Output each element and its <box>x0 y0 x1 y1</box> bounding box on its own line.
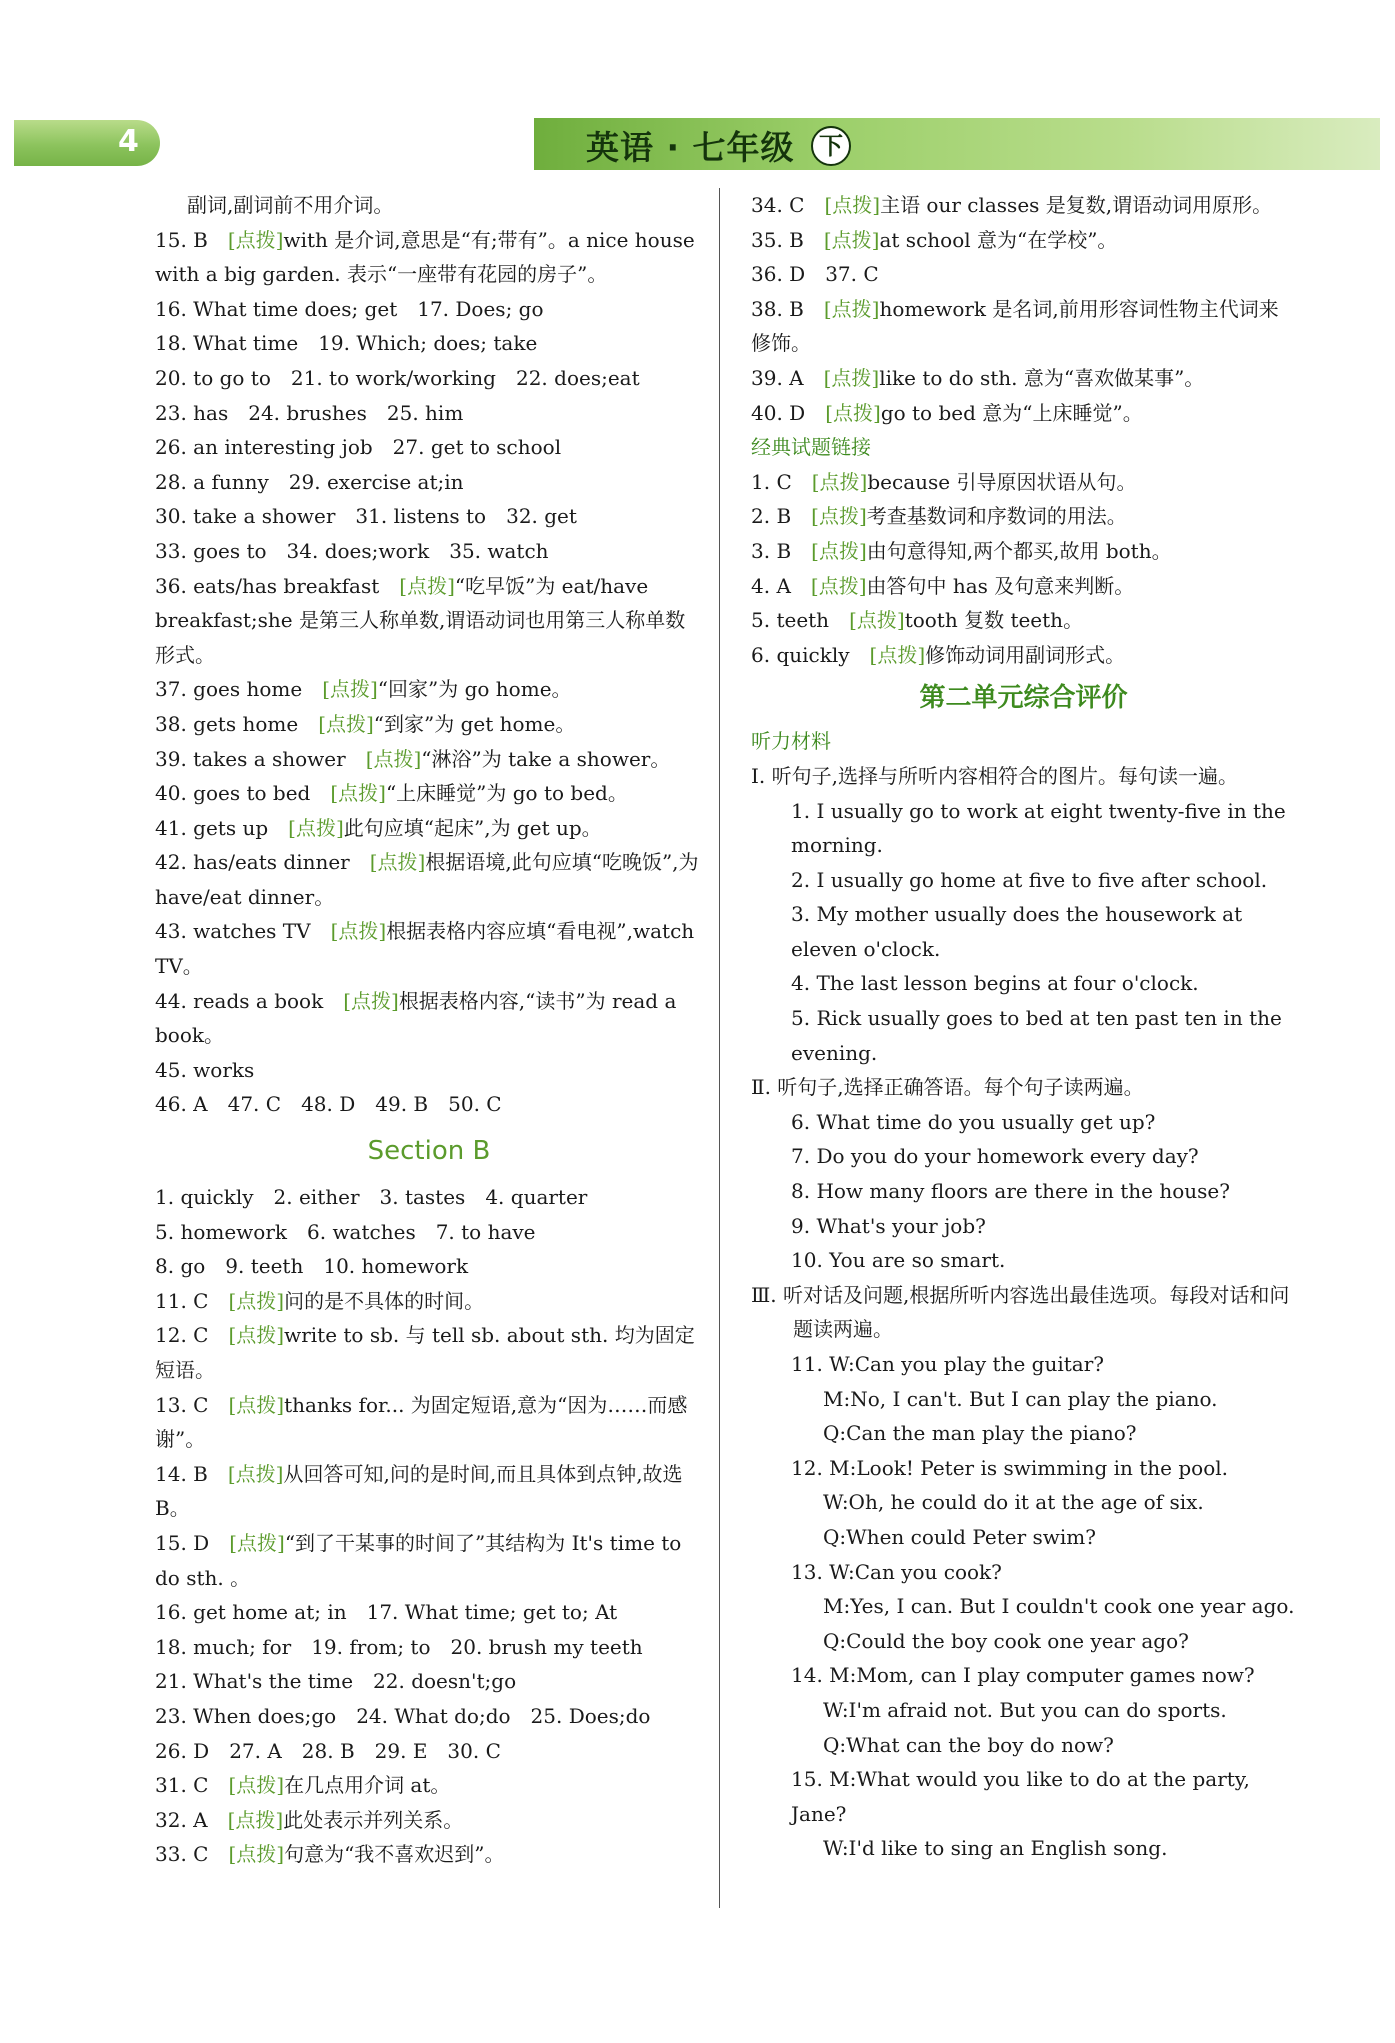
answer-text: 8. go 9. teeth 10. homework <box>155 1254 469 1279</box>
dialogue-line: W:I'm afraid not. But you can do sports. <box>823 1697 1227 1722</box>
answer-text: 5. homework 6. watches 7. to have <box>155 1219 536 1244</box>
answer-item <box>155 1837 703 1872</box>
answer-text: 根据表格内容,“读书”为 read a book。 <box>155 988 677 1048</box>
answer-text: 33. goes to 34. does;work 35. watch <box>155 538 549 563</box>
answer-text: 20. to go to 21. to work/working 22. does;eat <box>155 365 640 390</box>
answer-text: 26. D 27. A 28. B 29. E 30. C <box>155 1738 501 1763</box>
dialogue-line: Q:When could Peter swim? <box>823 1524 1096 1549</box>
listening-part-heading: Ⅰ. 听句子,选择与所听内容相符合的图片。每句读一遍。 <box>751 763 1238 788</box>
listening-item: 9. What's your job? <box>791 1213 986 1238</box>
answer-item <box>155 1699 703 1734</box>
answer-text: 在几点用介词 at。 <box>284 1773 451 1798</box>
answer-text: 26. an interesting job 27. get to school <box>155 435 562 460</box>
answer-item <box>155 1595 703 1630</box>
answer-item <box>751 638 1296 673</box>
answer-item <box>155 396 703 431</box>
answer-text: 此句应填“起床”,为 get up。 <box>343 815 602 840</box>
answer-item <box>155 1180 703 1215</box>
answer-text: 46. A 47. C 48. D 49. B 50. C <box>155 1092 502 1117</box>
hint-tag: [点拨] <box>227 1461 284 1486</box>
dialogue-line: Q:Could the boy cook one year ago? <box>823 1628 1189 1653</box>
answer-text: at school 意为“在学校”。 <box>879 227 1118 252</box>
dialogue-line: M:No, I can't. But I can play the piano. <box>823 1386 1218 1411</box>
answer-item <box>155 1526 703 1595</box>
right-column <box>751 188 1296 1866</box>
answer-item <box>155 914 703 983</box>
answer-number: 13. C <box>155 1392 209 1417</box>
answer-item <box>155 742 703 777</box>
hint-tag: [点拨] <box>869 642 926 667</box>
answer-item <box>155 534 703 569</box>
answer-item <box>155 292 703 327</box>
answer-item <box>155 1768 703 1803</box>
answer-item <box>155 1053 703 1088</box>
answer-number: 37. goes home <box>155 677 303 702</box>
answer-text: 1. quickly 2. either 3. tastes 4. quarter <box>155 1185 588 1210</box>
answer-text: 28. a funny 29. exercise at;in <box>155 469 464 494</box>
answer-text: 23. When does;go 24. What do;do 25. Does;do <box>155 1703 651 1728</box>
answer-text: 23. has 24. brushes 25. him <box>155 400 464 425</box>
hint-tag: [点拨] <box>811 538 867 563</box>
answer-number: 40. D <box>751 400 806 425</box>
answer-text: “到家”为 get home。 <box>373 711 576 736</box>
answer-item <box>751 361 1296 396</box>
hint-tag: [点拨] <box>330 919 387 944</box>
listening-item: 2. I usually go home at five to five after school. <box>791 867 1268 892</box>
answer-number: 1. C <box>751 469 792 494</box>
answer-item <box>155 326 703 361</box>
answer-number: 4. A <box>751 573 791 598</box>
answer-text: 考查基数词和序数词的用法。 <box>866 504 1127 529</box>
hint-tag: [点拨] <box>228 1773 285 1798</box>
hint-tag: [点拨] <box>228 1392 285 1417</box>
answer-number: 35. B <box>751 227 804 252</box>
listening-item: 7. Do you do your homework every day? <box>791 1144 1199 1169</box>
answer-number: 11. C <box>155 1288 209 1313</box>
left-column <box>155 188 703 1872</box>
listening-item: 13. W:Can you cook? <box>791 1559 1002 1584</box>
answer-text: homework 是名词,前用形容词性物主代词来修饰。 <box>751 296 1279 356</box>
answer-text: 由答句中 has 及句意来判断。 <box>866 573 1135 598</box>
answer-item <box>751 223 1296 258</box>
answer-item <box>751 465 1296 500</box>
answer-item <box>155 1388 703 1457</box>
hint-tag: [点拨] <box>823 296 880 321</box>
listening-item: 4. The last lesson begins at four o'clock. <box>791 971 1199 996</box>
answer-number: 41. gets up <box>155 815 269 840</box>
answer-item <box>155 499 703 534</box>
answer-text: “到了干某事的时间了”其结构为 It's time to do sth. 。 <box>155 1530 682 1590</box>
listening-item: 10. You are so smart. <box>791 1248 1006 1273</box>
volume-badge: 下 <box>811 126 851 166</box>
answer-text: 副词,副词前不用介词。 <box>187 193 394 217</box>
answer-item <box>155 1249 703 1284</box>
hint-tag: [点拨] <box>322 677 378 702</box>
answer-text: with 是介词,意思是“有;带有”。a nice house with a big garden. 表示“一座带有花园的房子”。 <box>155 227 695 287</box>
answer-text: 根据表格内容应填“看电视”,watch TV。 <box>155 919 695 979</box>
answer-item <box>155 569 703 673</box>
answer-number: 14. B <box>155 1461 208 1486</box>
answer-text: 21. What's the time 22. doesn't;go <box>155 1669 517 1694</box>
answer-item <box>155 1087 703 1122</box>
answer-text: 从回答可知,问的是时间,而且具体到点钟,故选 B。 <box>155 1461 683 1521</box>
listening-part-heading: Ⅱ. 听句子,选择正确答语。每个句子读两遍。 <box>751 1075 1144 1100</box>
answer-text: 45. works <box>155 1057 255 1082</box>
answer-text: 根据语境,此句应填“吃晚饭”,为 have/eat dinner。 <box>155 850 699 909</box>
hint-tag: [点拨] <box>365 746 422 771</box>
answer-item <box>155 430 703 465</box>
answer-item <box>155 1734 703 1769</box>
answer-item <box>155 672 703 707</box>
answer-number: 31. C <box>155 1773 209 1798</box>
answer-item <box>155 1630 703 1665</box>
answer-text: 此处表示并列关系。 <box>283 1807 464 1832</box>
answer-item <box>155 1664 703 1699</box>
answer-text: 18. much; for 19. from; to 20. brush my teeth <box>155 1634 643 1659</box>
answer-number: 44. reads a book <box>155 988 324 1013</box>
answer-item <box>155 188 703 223</box>
answer-number: 32. A <box>155 1807 208 1832</box>
answer-item <box>155 361 703 396</box>
answer-text: 16. get home at; in 17. What time; get to; At <box>155 1600 618 1625</box>
answer-text: thanks for... 为固定短语,意为“因为……而感谢”。 <box>155 1392 688 1452</box>
answer-item <box>155 1215 703 1250</box>
hint-tag: [点拨] <box>811 504 867 529</box>
answer-number: 6. quickly <box>751 642 850 667</box>
answer-number: 15. D <box>155 1530 210 1555</box>
answer-number: 39. A <box>751 365 804 390</box>
hint-tag: [点拨] <box>811 469 868 494</box>
hint-tag: [点拨] <box>288 815 344 840</box>
answer-item <box>155 465 703 500</box>
answer-item <box>155 707 703 742</box>
column-divider <box>719 188 720 1908</box>
hint-tag: [点拨] <box>399 573 455 598</box>
answer-text: 问的是不具体的时间。 <box>284 1288 485 1313</box>
answer-text: “淋浴”为 take a shower。 <box>421 746 671 771</box>
answer-text: 16. What time does; get 17. Does; go <box>155 296 544 321</box>
listening-item: 14. M:Mom, can I play computer games now? <box>791 1663 1255 1688</box>
answer-item <box>751 499 1296 534</box>
listening-item: 15. M:What would you like to do at the party, Jane? <box>791 1767 1250 1826</box>
dialogue-line: W:Oh, he could do it at the age of six. <box>823 1490 1204 1515</box>
hint-tag: [点拨] <box>228 1288 285 1313</box>
answer-text: 主语 our classes 是复数,谓语动词用原形。 <box>880 193 1273 217</box>
answer-text: “回家”为 go home。 <box>377 677 572 702</box>
answer-item <box>155 811 703 846</box>
answer-number: 33. C <box>155 1842 209 1867</box>
answer-item <box>155 776 703 811</box>
hint-tag: [点拨] <box>810 573 867 598</box>
answer-number: 38. B <box>751 296 804 321</box>
answer-text: 句意为“我不喜欢迟到”。 <box>284 1842 505 1867</box>
answer-item <box>751 188 1296 223</box>
hint-tag: [点拨] <box>849 608 905 633</box>
answer-text: 30. take a shower 31. listens to 32. get <box>155 504 577 529</box>
answer-item <box>751 257 1296 292</box>
answer-item <box>155 1284 703 1319</box>
hint-tag: [点拨] <box>227 227 284 252</box>
answer-number: 2. B <box>751 504 792 529</box>
listening-item: 3. My mother usually does the housework at eleven o'clock. <box>791 902 1243 961</box>
hint-tag: [点拨] <box>330 781 386 806</box>
hint-tag: [点拨] <box>229 1530 285 1555</box>
hint-tag: [点拨] <box>343 988 399 1013</box>
book-title: 英语 · 七年级 <box>586 128 795 167</box>
answer-text: go to bed 意为“上床睡觉”。 <box>880 400 1143 425</box>
answer-text: 由句意得知,两个都买,故用 both。 <box>866 538 1172 563</box>
hint-tag: [点拨] <box>825 400 881 425</box>
answer-item <box>751 534 1296 569</box>
answer-number: 42. has/eats dinner <box>155 850 350 875</box>
page-header <box>14 118 1380 170</box>
answer-text: “上床睡觉”为 go to bed。 <box>385 781 628 806</box>
dialogue-line: Q:What can the boy do now? <box>823 1732 1114 1757</box>
listening-item: 8. How many floors are there in the house? <box>791 1179 1230 1204</box>
hint-tag: [点拨] <box>823 227 880 252</box>
answer-text: like to do sth. 意为“喜欢做某事”。 <box>879 365 1205 390</box>
section-title: Section B <box>367 1136 491 1167</box>
unit-title: 第二单元综合评价 <box>919 683 1128 714</box>
answer-number: 3. B <box>751 538 792 563</box>
answer-number: 15. B <box>155 227 208 252</box>
answer-text: 18. What time 19. Which; does; take <box>155 331 538 356</box>
listening-item: 6. What time do you usually get up? <box>791 1109 1156 1134</box>
hint-tag: [点拨] <box>228 1323 285 1348</box>
answer-text: “吃早饭”为 eat/have breakfast;she 是第三人称单数,谓语动词也用第三人称单数形式。 <box>155 573 686 667</box>
listening-item: 11. W:Can you play the guitar? <box>791 1352 1104 1376</box>
answer-number: 38. gets home <box>155 711 299 736</box>
answer-text: 修饰动词用副词形式。 <box>925 642 1126 667</box>
listening-part-heading: Ⅲ. 听对话及问题,根据所听内容选出最佳选项。每段对话和问题读两遍。 <box>751 1282 1290 1342</box>
answer-item <box>155 1318 703 1387</box>
answer-item <box>155 845 703 914</box>
answer-item <box>155 223 703 292</box>
answer-number: 12. C <box>155 1323 209 1348</box>
answer-item <box>751 396 1296 431</box>
answer-number: 34. C <box>751 193 805 217</box>
subsection-title: 听力材料 <box>751 729 831 754</box>
dialogue-line: Q:Can the man play the piano? <box>823 1421 1137 1446</box>
hint-tag: [点拨] <box>823 365 880 390</box>
hint-tag: [点拨] <box>824 193 881 217</box>
answer-text: write to sb. 与 tell sb. about sth. 均为固定短语。 <box>155 1323 695 1382</box>
page-number: 4 <box>118 124 139 159</box>
hint-tag: [点拨] <box>227 1807 284 1832</box>
listening-item: 5. Rick usually goes to bed at ten past ten in the evening. <box>791 1006 1282 1065</box>
answer-text: 36. D 37. C <box>751 262 879 287</box>
answer-item <box>751 292 1296 361</box>
answer-item <box>751 569 1296 604</box>
listening-item: 12. M:Look! Peter is swimming in the pool. <box>791 1455 1228 1480</box>
answer-number: 5. teeth <box>751 608 830 633</box>
answer-number: 39. takes a shower <box>155 746 346 771</box>
answer-number: 43. watches TV <box>155 919 311 944</box>
answer-item <box>155 1457 703 1526</box>
answer-number: 40. goes to bed <box>155 781 311 806</box>
answer-text: because 引导原因状语从句。 <box>867 469 1137 494</box>
answer-item <box>155 984 703 1053</box>
answer-item <box>155 1803 703 1838</box>
dialogue-line: W:I'd like to sing an English song. <box>823 1836 1168 1861</box>
subsection-title: 经典试题链接 <box>751 435 871 460</box>
hint-tag: [点拨] <box>228 1842 285 1867</box>
answer-text: tooth 复数 teeth。 <box>904 608 1084 633</box>
listening-item: 1. I usually go to work at eight twenty-five in the morning. <box>791 798 1286 858</box>
hint-tag: [点拨] <box>369 850 426 875</box>
answer-item <box>751 603 1296 638</box>
hint-tag: [点拨] <box>318 711 374 736</box>
dialogue-line: M:Yes, I can. But I couldn't cook one year ago. <box>823 1594 1295 1619</box>
answer-number: 36. eats/has breakfast <box>155 573 380 598</box>
